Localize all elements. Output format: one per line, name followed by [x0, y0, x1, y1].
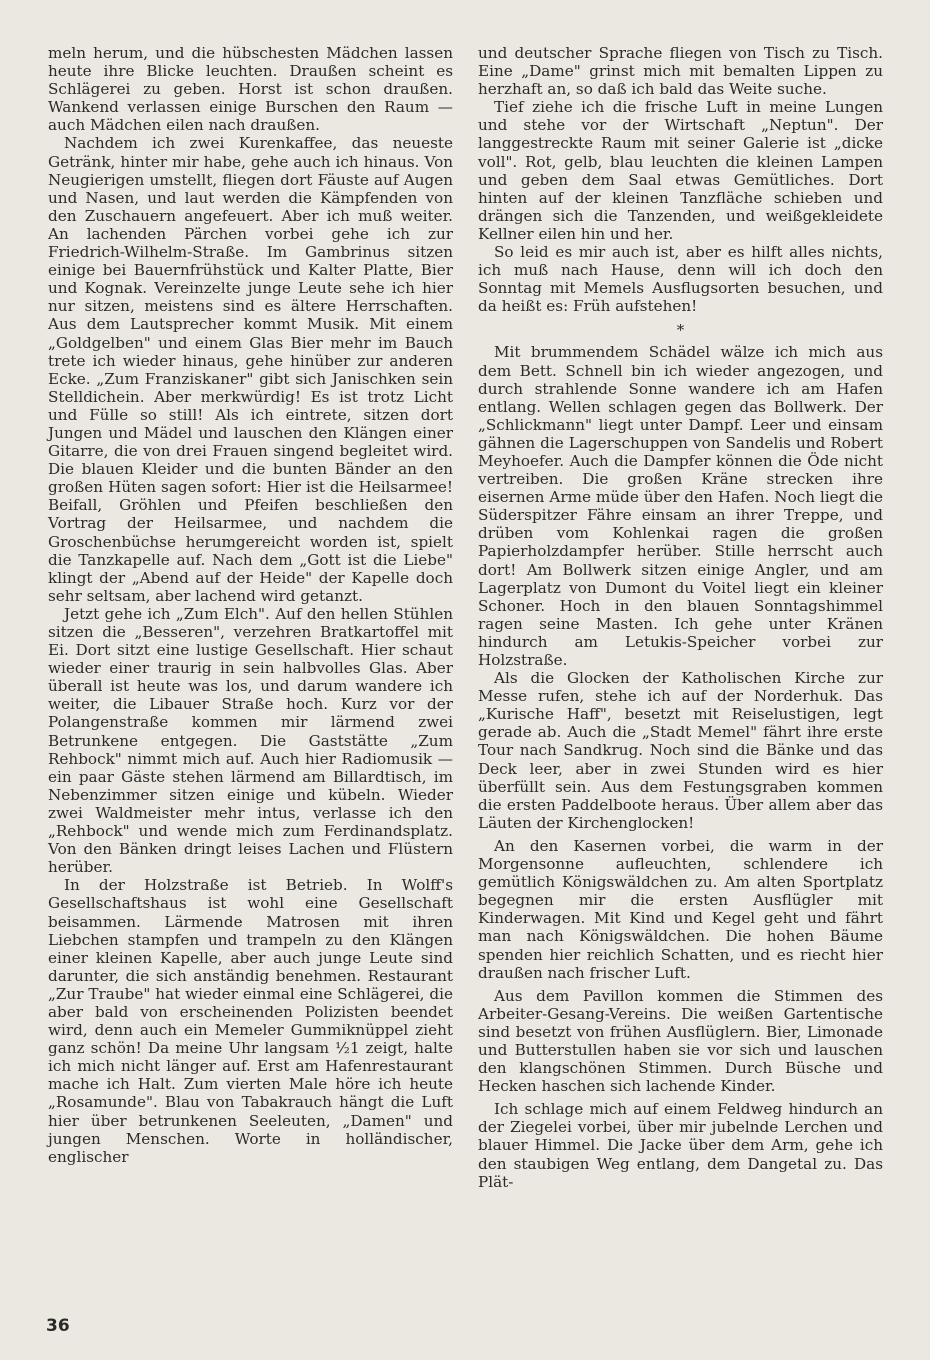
- paragraph: So leid es mir auch ist, aber es hilft alles nichts, ich muß nach Hause, denn will ich doch den Sonntag mit Memels Ausflugsorten besuchen, und da heißt es: Früh aufstehen!: [478, 243, 883, 316]
- right-text-column: [478, 44, 883, 1191]
- page-number: 36: [46, 1316, 70, 1336]
- paragraph: An den Kasernen vorbei, die warm in der Morgensonne aufleuchten, schlendere ich gemütlich Königswäldchen zu. Am alten Sportplatz begegnen mir die ersten Ausflügler mit Kinderwagen. Mit Kind und Kegel geht und fährt man nach Königswäldchen. Die hohen Bäume spenden hier reichlich Schatten, und es riecht hier draußen nach frischer Luft.: [478, 836, 883, 982]
- paragraph: Tief ziehe ich die frische Luft in meine Lungen und stehe vor der Wirtschaft „Neptun". Der langgestreckte Raum mit seiner Galerie ist „dicke voll". Rot, gelb, blau leuchten die kleinen Lampen und geben dem Saal etwas Gemütliches. Dort hinten auf der kleinen Tanzfläche schieben und drängen sich die Tanzenden, und weißgekleidete Kellner eilen hin und her.: [478, 98, 883, 243]
- paragraph: In der Holzstraße ist Betrieb. In Wolff's Gesellschaftshaus ist wohl eine Gesellschaft beisammen. Lärmende Matrosen mit ihren Liebchen stampfen und trampeln zu den Klängen einer kleinen Kapelle, aber auch junge Leute sind darunter, die sich anständig benehmen. Restaurant „Zur Traube" hat wieder einmal eine Schlägerei, die aber bald von erscheinenden Polizisten beendet wird, denn auch ein Memeler Gummiknüppel zieht ganz schön! Da meine Uhr langsam ½1 zeigt, halte ich mich nicht länger auf. Erst am Hafenrestaurant mache ich Halt. Zum vierten Male höre ich heute „Rosamunde". Blau von Tabakrauch hängt die Luft hier über betrunkenen Seeleuten, „Damen" und jungen Menschen. Worte in holländischer, englischer: [48, 876, 453, 1166]
- paragraph: Als die Glocken der Katholischen Kirche zur Messe rufen, stehe ich auf der Norderhuk. Das „Kurische Haff", besetzt mit Reiselustigen, legt gerade ab. Auch die „Stadt Memel" fährt ihre erste Tour nach Sandkrug. Noch sind die Bänke und das Deck leer, aber in zwei Stunden wird es hier überfüllt sein. Aus dem Festungsgraben kommen die ersten Paddelboote heraus. Über allem aber das Läuten der Kirchenglocken!: [478, 669, 883, 832]
- paragraph: meln herum, und die hübschesten Mädchen lassen heute ihre Blicke leuchten. Draußen scheint es Schlägerei zu geben. Horst ist schon draußen. Wankend verlassen einige Burschen den Raum — auch Mädchen eilen nach draußen.: [48, 44, 453, 135]
- left-text-column: [48, 44, 453, 1166]
- paragraph: Aus dem Pavillon kommen die Stimmen des Arbeiter-Gesang-Vereins. Die weißen Gartentische sind besetzt von frühen Ausflüglern. Bier, Limonade und Butterstullen haben sie vor sich und lauschen den klangschönen Stimmen. Durch Büsche und Hecken haschen sich lachende Kinder.: [478, 986, 883, 1096]
- paragraph: Ich schlage mich auf einem Feldweg hindurch an der Ziegelei vorbei, über mir jubelnde Lerchen und blauer Himmel. Die Jacke über dem Arm, gehe ich den staubigen Weg entlang, dem Dangetal zu. Das Plät-: [478, 1100, 883, 1191]
- section-separator: *: [676, 321, 685, 340]
- paragraph: und deutscher Sprache fliegen von Tisch zu Tisch. Eine „Dame" grinst mich mit bemalten Lippen zu herzhaft an, so daß ich bald das Weite suche.: [478, 44, 883, 99]
- paragraph: Mit brummendem Schädel wälze ich mich aus dem Bett. Schnell bin ich wieder angezogen, und durch strahlende Sonne wandere ich am Hafen entlang. Wellen schlagen gegen das Bollwerk. Der „Schlickmann" liegt unter Dampf. Leer und einsam gähnen die Lagerschuppen von Sandelis und Robert Meyhoefer. Auch die Dampfer können die Öde nicht vertreiben. Die großen Kräne strecken ihre eisernen Arme müde über den Hafen. Noch liegt die Süderspitzer Fähre einsam an ihrer Treppe, und drüben vom Kohlenkai ragen die großen Papierholzdampfer herüber. Stille herrscht auch dort! Am Bollwerk sitzen einige Angler, und am Lagerplatz von Dumont du Voitel liegt ein kleiner Schoner. Hoch in den blauen Sonntagshimmel ragen seine Masten. Ich gehe unter Kränen hindurch am Letukis-Speicher vorbei zur Holzstraße.: [478, 343, 883, 669]
- paragraph: Nachdem ich zwei Kurenkaffee, das neueste Getränk, hinter mir habe, gehe auch ich hinaus. Von Neugierigen umstellt, fliegen dort Fäuste auf Augen und Nasen, und laut werden die Kämpfenden von den Zuschauern angefeuert. Aber ich muß weiter. An lachenden Pärchen vorbei gehe ich zur Friedrich-Wilhelm-Straße. Im Gambrinus sitzen einige bei Bauernfrühstück und Kalter Platte, Bier und Kognak. Vereinzelte junge Leute sehe ich hier nur sitzen, meistens sind es ältere Herrschaften. Aus dem Lautsprecher kommt Musik. Mit einem „Goldgelben" und einem Glas Bier mehr im Bauch trete ich wieder hinaus, gehe hinüber zur anderen Ecke. „Zum Franziskaner" gibt sich Janischken sein Stelldichein. Aber merkwürdig! Es ist trotz Licht und Fülle so still! Als ich eintrete, sitzen dort Jungen und Mädel und lauschen den Klängen einer Gitarre, die von drei Frauen singend begleitet wird. Die blauen Kleider und die bunten Bänder an den großen Hüten sagen sofort: Hier ist die Heilsarmee! Beifall, Gröhlen und Pfeifen beschließen den Vortrag der Heilsarmee, und nachdem die Groschenbüchse herumgereicht worden ist, spielt die Tanzkapelle auf. Nach dem „Gott ist die Liebe" klingt der „Abend auf der Heide" der Kapelle doch sehr seltsam, aber lachend wird getanzt.: [48, 134, 453, 605]
- paragraph: Jetzt gehe ich „Zum Elch". Auf den hellen Stühlen sitzen die „Besseren", verzehren Bratkartoffel mit Ei. Dort sitzt eine lustige Gesellschaft. Hier schaut wieder einer traurig in sein halbvolles Glas. Aber überall ist heute was los, und darum wandere ich weiter, die Libauer Straße hoch. Kurz vor der Polangenstraße kommen mir lärmend zwei Betrunkene entgegen. Die Gaststätte „Zum Rehbock" nimmt mich auf. Auch hier Radiomusik — ein paar Gäste stehen lärmend am Billardtisch, im Nebenzimmer sitzen einige und kübeln. Wieder zwei Waldmeister mehr intus, verlasse ich den „Rehbock" und wende mich zum Ferdinandsplatz. Von den Bänken dringt leises Lachen und Flüstern herüber.: [48, 604, 453, 877]
